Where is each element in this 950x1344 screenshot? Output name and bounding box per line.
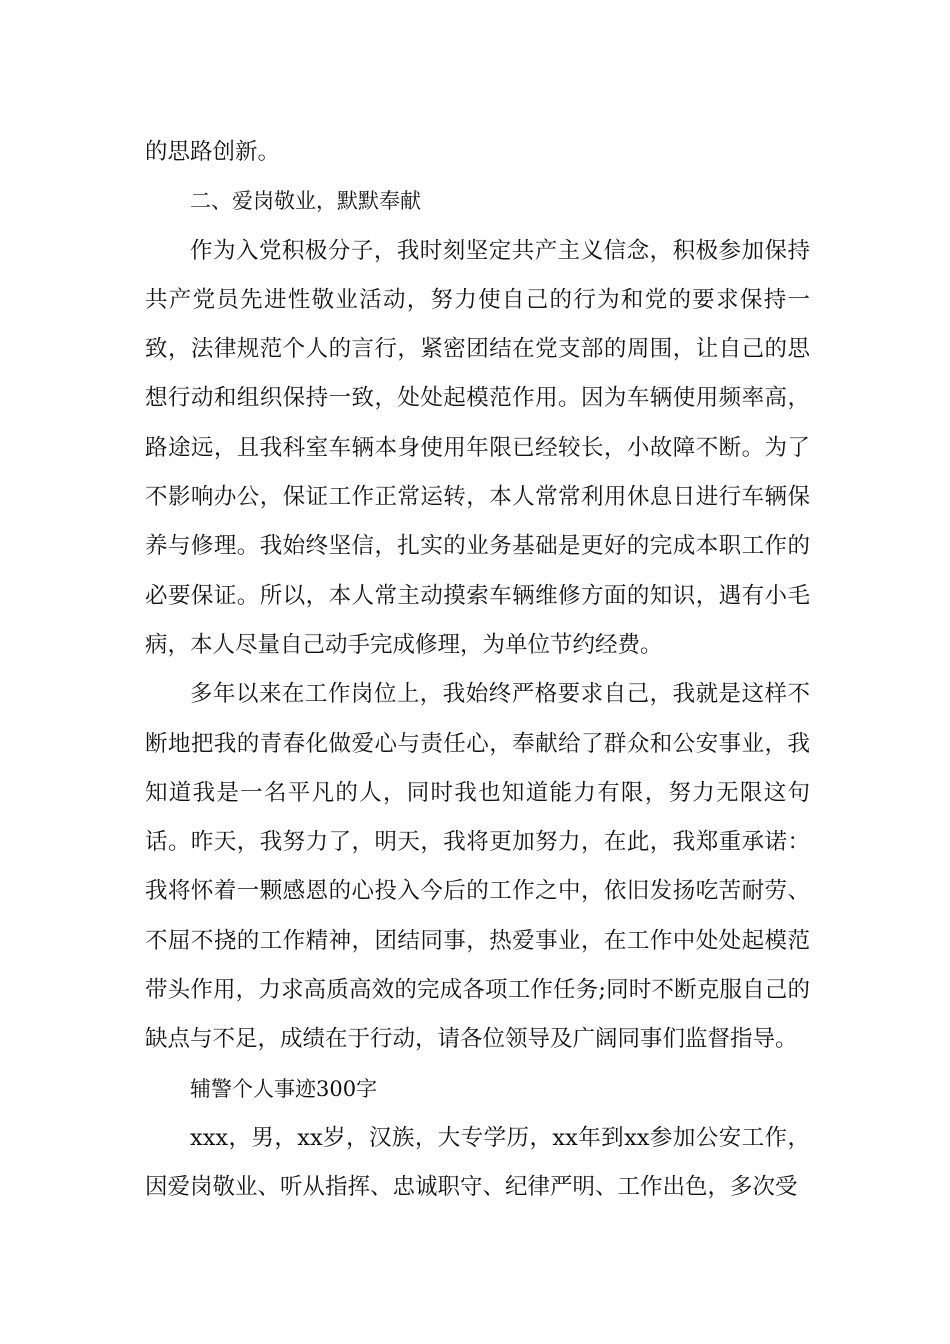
body-paragraph: 多年以来在工作岗位上，我始终严格要求自己，我就是这样不断地把我的青春化做爱心与责任心，奉献给了群众和公安事业，我知道我是一名平凡的人，同时我也知道能力有限，努力无限这句话。昨天，我努力了，明天，我将更加努力，在此，我郑重承诺：我将怀着一颗感恩的心投入今后的工作之中，依旧发扬吃苦耐劳、不屈不挠的工作精神，团结同事，热爱事业，在工作中处处起模范带头作用，力求高质高效的完成各项工作任务;同时不断克服自己的缺点与不足，成绩在于行动，请各位领导及广阔同事们监督指导。 (145, 681, 810, 1053)
document-body (145, 128, 810, 1213)
article-title: 辅警个人事迹300字 (190, 1076, 378, 1101)
section-heading: 二、爱岗敬业，默默奉献 (190, 189, 421, 214)
continuation-paragraph: 的思路创新。 (145, 139, 281, 165)
body-paragraph: xxx，男，xx岁，汉族，大专学历，xx年到xx参加公安工作，因爱岗敬业、听从指挥、忠诚职守、纪律严明、工作出色，多次受 (145, 1124, 810, 1201)
body-paragraph: 作为入党积极分子，我时刻坚定共产主义信念，积极参加保持共产党员先进性敬业活动，努力使自己的行为和党的要求保持一致，法律规范个人的言行，紧密团结在党支部的周围，让自己的思想行动和组织保持一致，处处起模范作用。因为车辆使用频率高，路途远，且我科室车辆本身使用年限已经较长，小故障不断。为了不影响办公，保证工作正常运转，本人常常利用休息日进行车辆保养与修理。我始终坚信，扎实的业务基础是更好的完成本职工作的必要保证。所以，本人常主动摸索车辆维修方面的知识，遇有小毛病，本人尽量自己动手完成修理，为单位节约经费。 (145, 237, 810, 658)
